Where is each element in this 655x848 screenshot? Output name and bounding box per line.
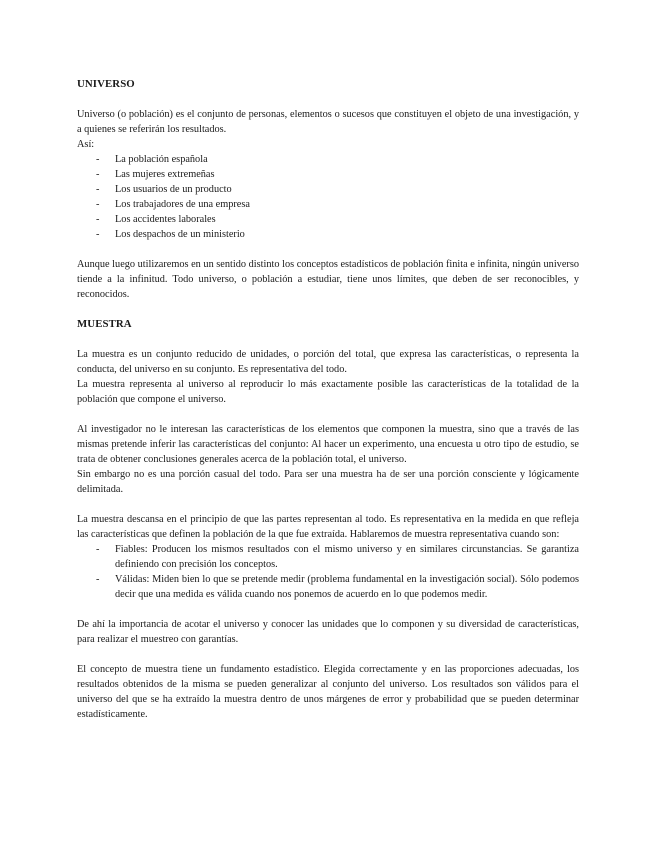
dash-bullet: - [96, 199, 100, 210]
dash-bullet: - [96, 154, 100, 165]
list-item-text: Los despachos de un ministerio [115, 229, 245, 240]
list-item-text: Fiables: Producen los mismos resultados con el mismo universo y en similares circunstancias. Se garantiza definiendo con precisión los conceptos. [115, 544, 579, 570]
universo-limits-paragraph: Aunque luego utilizaremos en un sentido distinto los conceptos estadísticos de población finita e infinita, ningún universo tiende a la infinitud. Todo universo, o población a estudiar, tiene unos límites, que deben de ser reconocibles, y reconocidos. [77, 259, 579, 300]
list-item [77, 152, 579, 167]
muestra-not-casual-paragraph: Sin embargo no es una porción casual del todo. Para ser una muestra ha de ser una porción consciente y lógicamente delimitada. [77, 469, 579, 495]
dash-bullet: - [96, 184, 100, 195]
muestra-principle-paragraph: La muestra descansa en el principio de que las partes representan al todo. Es representativa en la medida en que refleja las características que definen la población de la que fue extraída. Hablaremos de muestra representativa cuando son: [77, 514, 579, 540]
list-item [77, 212, 579, 227]
list-item-text: La población española [115, 154, 208, 165]
dash-bullet: - [96, 544, 100, 555]
dash-bullet: - [96, 229, 100, 240]
paragraph-gap [77, 242, 579, 257]
section-heading-universo: UNIVERSO [77, 78, 135, 90]
document-page [77, 77, 579, 722]
list-item-text: Válidas: Miden bien lo que se pretende medir (problema fundamental en la investigación social). Sólo podemos decir que una medida es válida cuando nos ponemos de acuerdo en lo que podemos medir. [115, 574, 579, 600]
paragraph-gap [77, 302, 579, 317]
list-item-text: Los accidentes laborales [115, 214, 216, 225]
list-item [77, 572, 579, 602]
muestra-investigator-paragraph: Al investigador no le interesan las características de los elementos que componen la muestra, sino que a través de las mismas pretende inferir las características del conjunto: Al hacer un experimento, una encuesta u otro tipo de estudio, se trata de obtener conclusiones generales acerca de la población total, el universo. [77, 424, 579, 465]
dash-bullet: - [96, 214, 100, 225]
list-item [77, 227, 579, 242]
universo-examples-list [77, 152, 579, 242]
paragraph-gap [77, 647, 579, 662]
list-item [77, 182, 579, 197]
list-item-text: Los trabajadores de una empresa [115, 199, 250, 210]
muestra-importance-paragraph: De ahí la importancia de acotar el universo y conocer las unidades que lo componen y su diversidad de características, para realizar el muestreo con garantías. [77, 619, 579, 645]
list-item [77, 197, 579, 212]
list-item [77, 542, 579, 572]
list-item-text: Los usuarios de un producto [115, 184, 232, 195]
dash-bullet: - [96, 169, 100, 180]
list-item-text: Las mujeres extremeñas [115, 169, 215, 180]
paragraph-gap [77, 407, 579, 422]
section-heading-muestra: MUESTRA [77, 318, 132, 330]
muestra-criteria-list [77, 542, 579, 602]
muestra-definition-paragraph: La muestra es un conjunto reducido de unidades, o porción del total, que expresa las características, o representa la conducta, del universo en su conjunto. Es representativa del todo. [77, 349, 579, 375]
paragraph-gap [77, 602, 579, 617]
dash-bullet: - [96, 574, 100, 585]
paragraph-gap [77, 497, 579, 512]
muestra-represents-paragraph: La muestra representa al universo al reproducir lo más exactamente posible las características de la totalidad de la población que compone el universo. [77, 379, 579, 405]
list-item [77, 167, 579, 182]
muestra-statistical-paragraph: El concepto de muestra tiene un fundamento estadístico. Elegida correctamente y en las proporciones adecuadas, los resultados obtenidos de la misma se pueden generalizar al conjunto del universo. Los resultados son válidos para el universo del que se ha extraído la muestra dentro de unos márgenes de error y probabilidad que se pueden determinar estadísticamente. [77, 664, 579, 720]
universo-intro-paragraph: Universo (o población) es el conjunto de personas, elementos o sucesos que constituyen el objeto de una investigación, y a quienes se referirán los resultados. [77, 109, 579, 135]
universo-asi-label: Así: [77, 139, 95, 150]
